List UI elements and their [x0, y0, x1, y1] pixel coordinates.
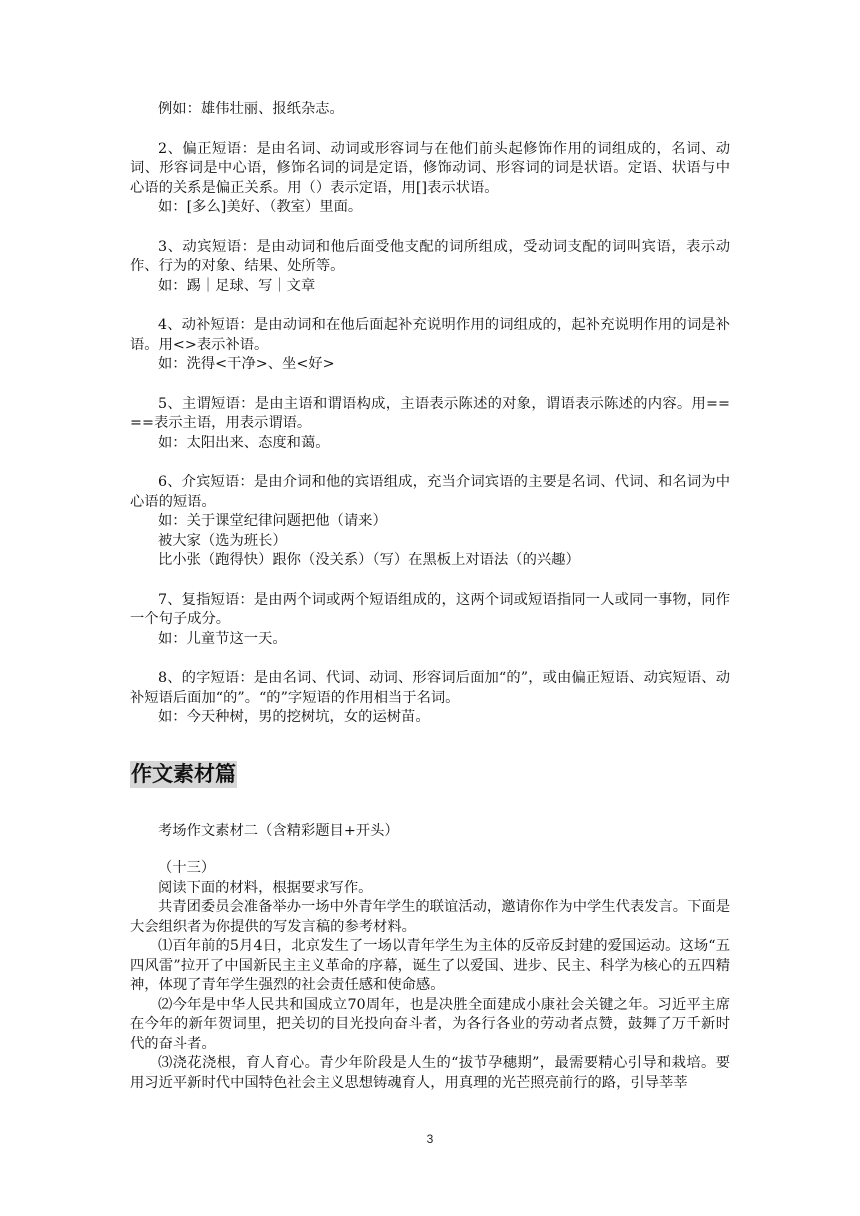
paragraph: 5、主谓短语：是由主语和谓语构成，主语表示陈述的对象，谓语表示陈述的内容。用====表示主语，用表示谓语。 — [130, 395, 730, 431]
paragraph: 如：踢｜足球、写｜文章 — [158, 277, 316, 294]
grammar-section — [130, 100, 730, 728]
paragraph: 例如：雄伟壮丽、报纸杂志。 — [158, 101, 344, 117]
paragraph: 如：[多么]美好、（教室）里面。 — [158, 199, 363, 215]
paragraph: 共青团委员会准备举办一场中外青年学生的联谊活动，邀请你作为中学生代表发言。下面是大会组织者为你提供的写发言稿的参考材料。 — [130, 899, 730, 935]
paragraph: 如：儿童节这一天。 — [158, 630, 287, 647]
paragraph: 4、动补短语：是由动词和在他后面起补充说明作用的词组成的，起补充说明作用的词是补语。用<>表示补语。 — [130, 317, 730, 353]
paragraph: 如：关于课堂纪律问题把他（请来） — [158, 513, 387, 529]
paragraph: 如：今天种树，男的挖树坑，女的运树苗。 — [158, 709, 430, 725]
material-subtitle: 考场作文素材二（含精彩题目+开头） — [158, 822, 399, 839]
page-content — [130, 100, 730, 1093]
paragraph: ⑴百年前的5月4日，北京发生了一场以青年学生为主体的反帝反封建的爱国运动。这场“五四风雷”拉开了中国新民主主义革命的序幕，诞生了以爱国、进步、民主、科学为核心的五四精神，体现了青年学生强烈的社会责任感和使命感。 — [130, 938, 730, 993]
material-section — [130, 859, 730, 1093]
paragraph: 如：洗得<干净>、坐<好> — [158, 356, 335, 372]
paragraph: 3、动宾短语：是由动词和他后面受他支配的词所组成，受动词支配的词叫宾语，表示动作、行为的对象、结果、处所等。 — [130, 238, 730, 274]
paragraph: 如：太阳出来、态度和蔼。 — [158, 434, 330, 451]
paragraph: 8、的字短语：是由名词、代词、动词、形容词后面加“的”，或由偏正短语、动宾短语、动补短语后面加“的”。“的”字短语的作用相当于名词。 — [130, 670, 730, 706]
paragraph: 被大家（选为班长） — [158, 532, 287, 549]
paragraph: ⑶浇花浇根，育人育心。青少年阶段是人生的“拔节孕穗期”，最需要精心引导和栽培。要用习近平新时代中国特色社会主义思想铸魂育人，用真理的光芒照亮前行的路，引导莘莘 — [130, 1055, 730, 1091]
section-heading: 作文素材篇 — [131, 761, 236, 786]
paragraph: 阅读下面的材料，根据要求写作。 — [158, 879, 373, 896]
page-number: 3 — [426, 1132, 434, 1146]
paragraph: （十三） — [158, 860, 216, 876]
paragraph: 7、复指短语：是由两个词或两个短语组成的，这两个词或短语指同一人或同一事物，同作一个句子成分。 — [130, 591, 730, 627]
paragraph: 2、偏正短语：是由名词、动词或形容词与在他们前头起修饰作用的词组成的，名词、动词、形容词是中心语，修饰名词的词是定语，修饰动词、形容词的词是状语。定语、状语与中心语的关系是偏正关系。用（）表示定语，用[]表示状语。 — [130, 140, 730, 196]
paragraph: 6、介宾短语：是由介词和他的宾语组成，充当介词宾语的主要是名词、代词、和名词为中心语的短语。 — [130, 474, 730, 510]
paragraph: ⑵今年是中华人民共和国成立70周年，也是决胜全面建成小康社会关键之年。习近平主席在今年的新年贺词里，把关切的目光投向奋斗者，为各行各业的劳动者点赞，鼓舞了万千新时代的奋斗者。 — [130, 996, 730, 1052]
section-heading-wrap — [130, 761, 730, 788]
paragraph: 比小张（跑得快）跟你（没关系）（写）在黑板上对语法（的兴趣） — [158, 552, 580, 568]
